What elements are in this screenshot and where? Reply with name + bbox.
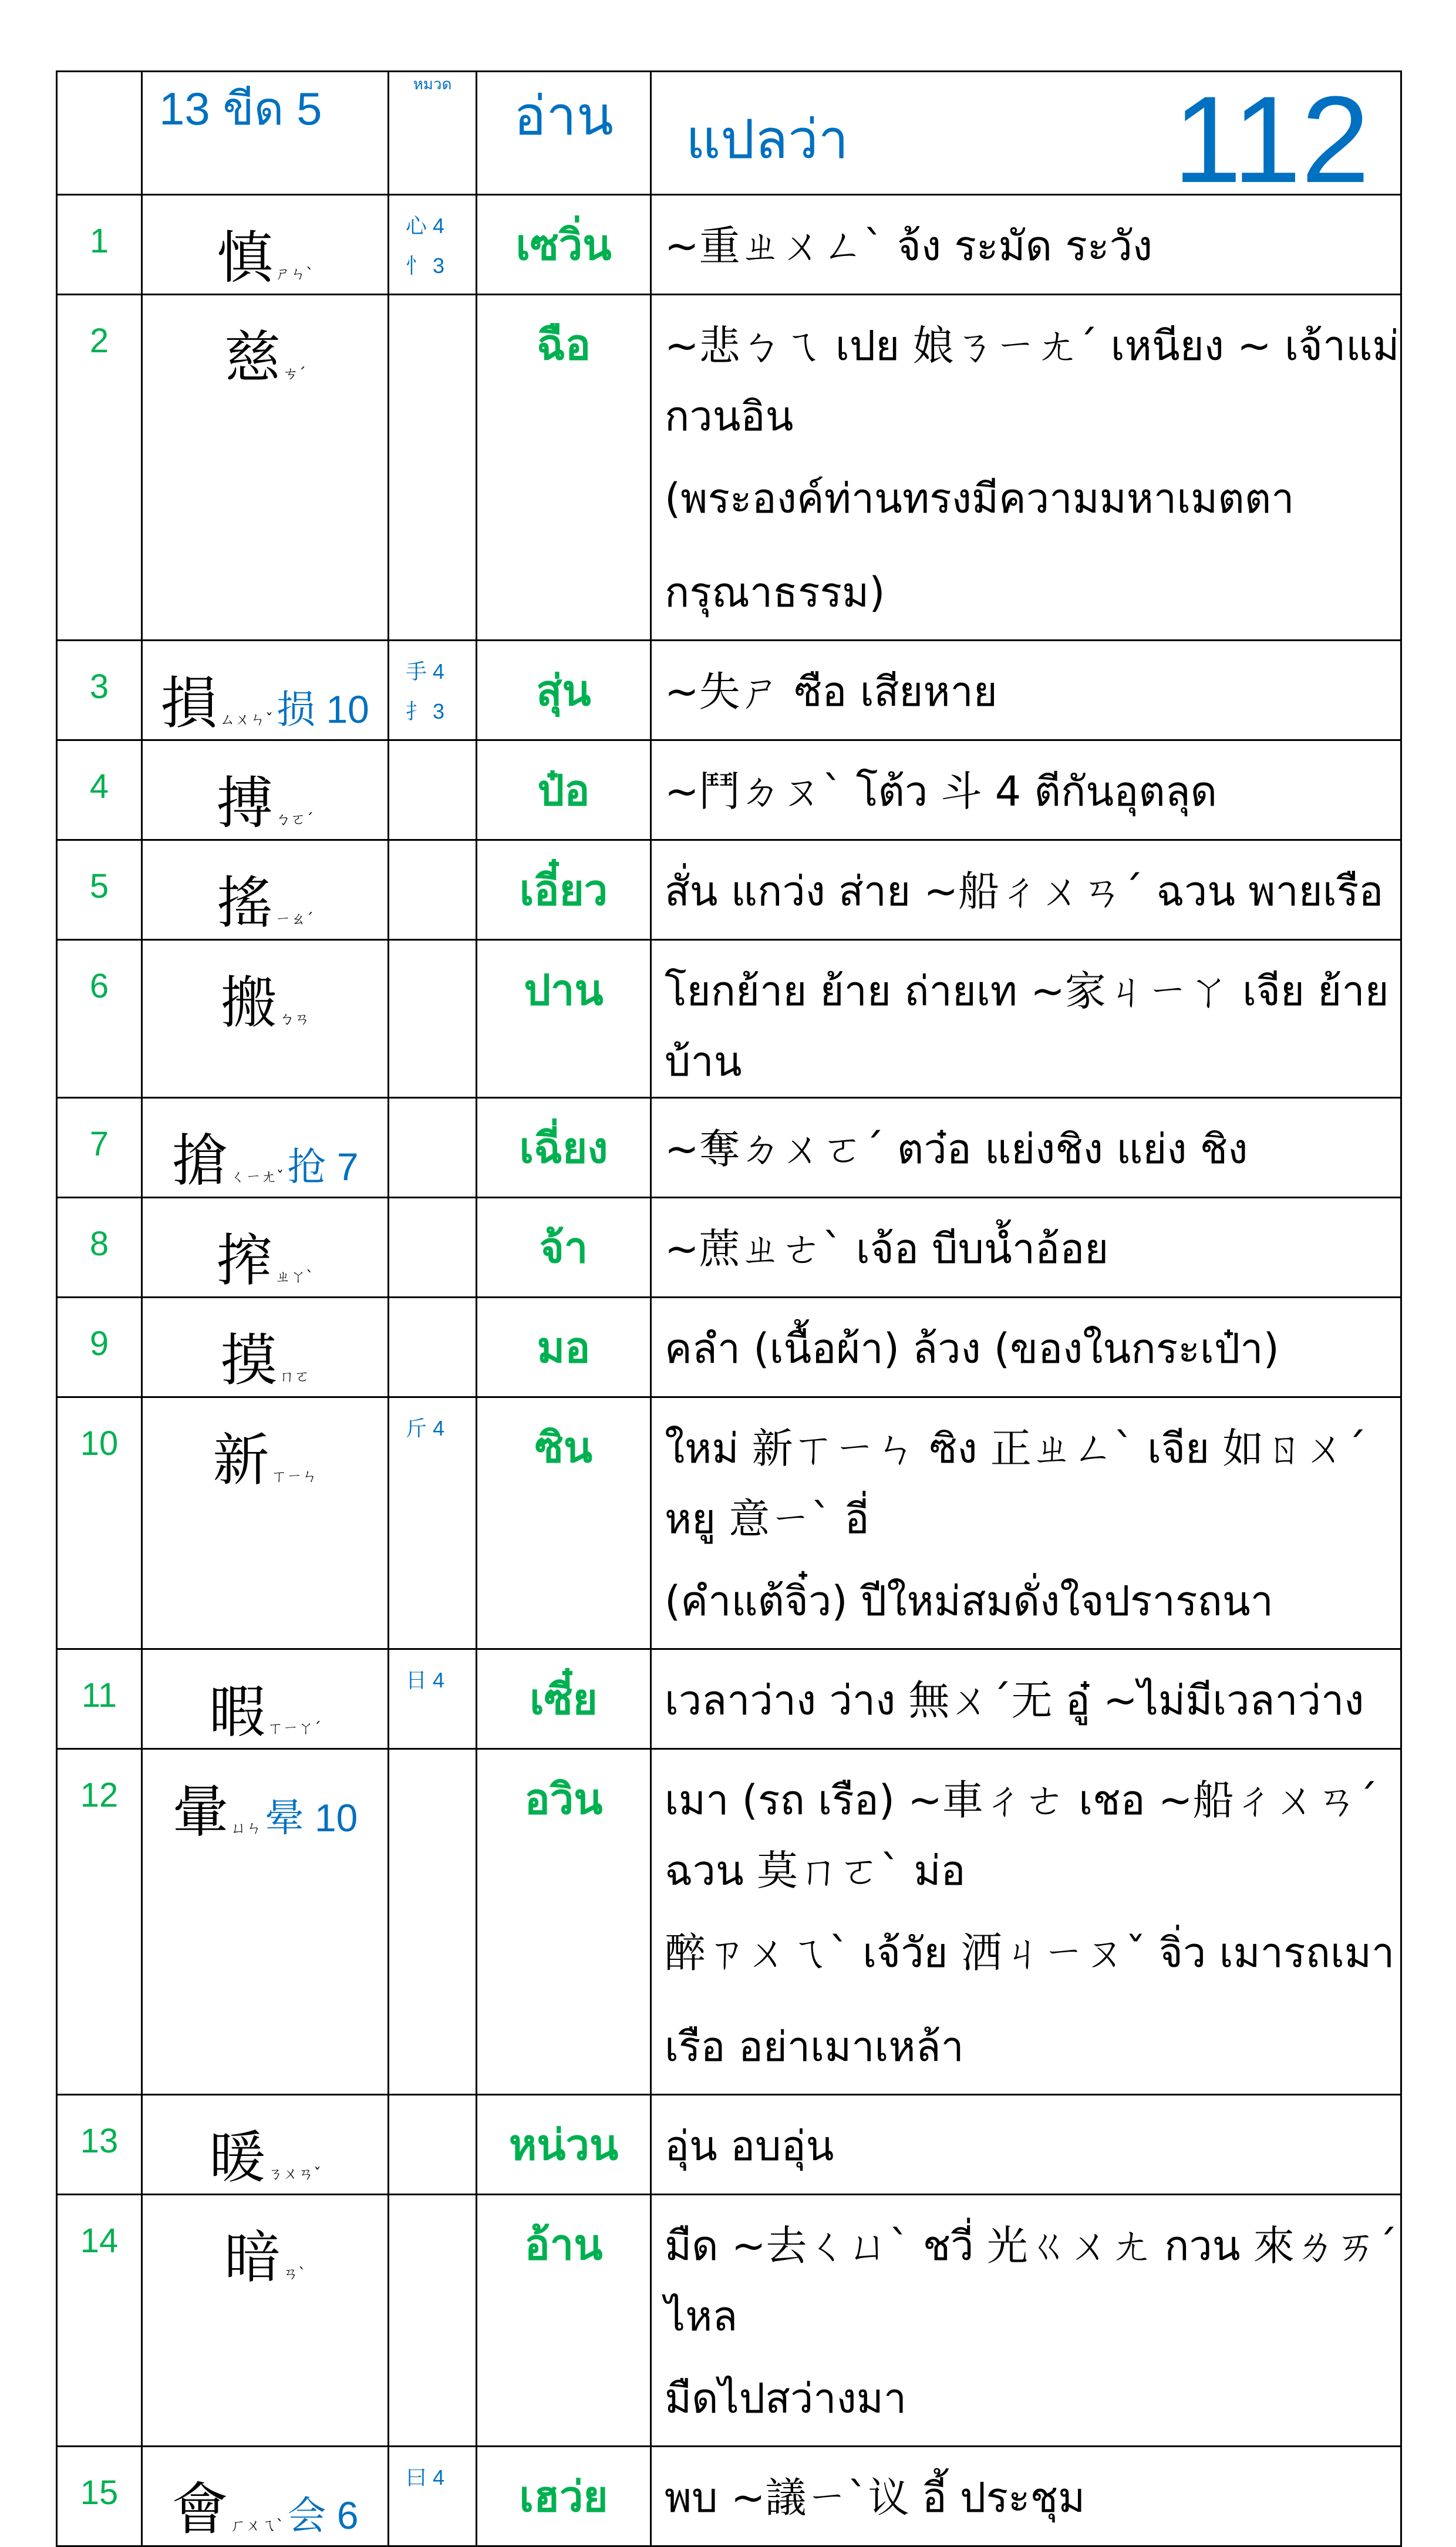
entry-character: 搾 bbox=[216, 1228, 273, 1293]
entry-simplified: 损 10 bbox=[277, 688, 369, 731]
entry-character-cell bbox=[142, 740, 389, 840]
entry-simplified: 会 6 bbox=[287, 2494, 359, 2537]
entry-reading: เอี๋ยว bbox=[477, 840, 651, 940]
entry-radical-cell bbox=[389, 1298, 477, 1397]
entry-meaning-line: เวลาว่าง ว่าง 無ㄨˊ无 อู๋ ~ไม่มีเวลาว่าง bbox=[665, 1676, 1364, 1724]
entry-meaning-line: ~重ㄓㄨㄥˋ จ้ง ระมัด ระวัง bbox=[665, 222, 1153, 270]
entry-character-cell bbox=[142, 295, 389, 641]
table-row bbox=[57, 295, 1401, 641]
entry-meaning-line: โยกย้าย ย้าย ถ่ายเท ~家ㄐㄧㄚ เจีย ย้ายบ้าน bbox=[665, 967, 1389, 1086]
page-number: 112 bbox=[1173, 70, 1370, 208]
entry-bopomofo: ㄋㄨㄢˇ bbox=[267, 2165, 321, 2183]
entry-simplified: 晕 10 bbox=[265, 1796, 358, 1840]
entry-radical: 斤 4 bbox=[406, 1416, 445, 1440]
entry-character: 摸 bbox=[220, 1328, 277, 1393]
entry-reading: มอ bbox=[477, 1298, 651, 1397]
entry-radical-cell bbox=[389, 1749, 477, 2095]
entry-meaning-cell bbox=[651, 1298, 1401, 1397]
entry-radical-cell bbox=[389, 2447, 477, 2546]
entry-radical-cell bbox=[389, 1198, 477, 1298]
entry-meaning-line: มืดไปสว่างมา bbox=[665, 2374, 907, 2423]
entry-meaning-cell bbox=[651, 1649, 1401, 1749]
entry-meaning-cell bbox=[651, 2095, 1401, 2195]
entry-bopomofo: ㄧㄠˊ bbox=[275, 910, 314, 928]
entry-meaning-line: เมา (รถ เรือ) ~車ㄔㄜ เชอ ~船ㄔㄨㄢˊ ฉวน 莫ㄇㄛˋ ม่อ bbox=[665, 1776, 1378, 1895]
entry-meaning-line: ~奪ㄉㄨㄛˊ ตว๋อ แย่งชิง แย่ง ชิง bbox=[665, 1125, 1248, 1173]
entry-character: 搶 bbox=[171, 1128, 228, 1194]
entry-bopomofo: ㄒㄧㄚˊ bbox=[267, 1719, 321, 1737]
entry-character: 暈 bbox=[172, 1779, 229, 1845]
entry-character-cell bbox=[142, 1098, 389, 1198]
entry-bopomofo: ㄙㄨㄣˇ bbox=[220, 710, 274, 729]
entry-radical: 忄 3 bbox=[406, 254, 445, 278]
entry-reading: ฉือ bbox=[477, 295, 651, 641]
entry-reading: เฉี่ยง bbox=[477, 1098, 651, 1198]
entry-bopomofo: ㄏㄨㄟˋ bbox=[230, 2516, 284, 2535]
entry-meaning-line: ~失ㄕ ซือ เสียหาย bbox=[665, 668, 997, 716]
entry-bopomofo: ㄒㄧㄣ bbox=[271, 1467, 318, 1485]
header-stroke-label: 13 ขีด 5 bbox=[142, 72, 389, 195]
entry-meaning-line: 醉ㄗㄨㄟˋ เจ้วัย 洒ㄐㄧㄡˇ จิ่ว เมารถเมาเรือ อย่าเมาเหล้า bbox=[665, 1929, 1395, 2071]
table-row bbox=[57, 940, 1401, 1098]
vocabulary-table bbox=[56, 70, 1402, 2547]
entry-character-cell bbox=[142, 641, 389, 740]
entry-meaning-line: ~蔗ㄓㄜˋ เจ้อ บีบน้ำอ้อย bbox=[665, 1225, 1109, 1273]
entry-meaning-line: พบ ~議ㄧˋ议 อี้ ประชุม bbox=[665, 2474, 1086, 2522]
table-row bbox=[57, 1098, 1401, 1198]
entry-radical-cell bbox=[389, 195, 477, 295]
entry-number: 14 bbox=[57, 2195, 142, 2447]
entry-reading: อวิน bbox=[477, 1749, 651, 2095]
entry-radical-cell bbox=[389, 1397, 477, 1649]
table-row bbox=[57, 1749, 1401, 2095]
entry-meaning-cell bbox=[651, 2447, 1401, 2546]
entry-number: 7 bbox=[57, 1098, 142, 1198]
entry-character: 損 bbox=[161, 671, 218, 736]
entry-radical-cell bbox=[389, 641, 477, 740]
table-row bbox=[57, 2195, 1401, 2447]
header-meaning-label: แปลว่า bbox=[686, 110, 849, 170]
entry-radical: 曰 4 bbox=[406, 2465, 445, 2489]
table-row bbox=[57, 641, 1401, 740]
entry-meaning-line: คลำ (เนื้อผ้า) ล้วง (ของในกระเป๋า) bbox=[665, 1325, 1279, 1373]
entry-number: 11 bbox=[57, 1649, 142, 1749]
entry-reading: ซิน bbox=[477, 1397, 651, 1649]
table-row bbox=[57, 2447, 1401, 2546]
table-row bbox=[57, 1298, 1401, 1397]
entry-reading: เฮว่ย bbox=[477, 2447, 651, 2546]
table-row bbox=[57, 1198, 1401, 1298]
entry-character-cell bbox=[142, 2195, 389, 2447]
entry-character-cell bbox=[142, 1298, 389, 1397]
entry-meaning-cell bbox=[651, 940, 1401, 1098]
entry-number: 6 bbox=[57, 940, 142, 1098]
entry-radical-cell bbox=[389, 295, 477, 641]
header-row bbox=[57, 72, 1401, 195]
entry-radical-cell bbox=[389, 740, 477, 840]
table-row bbox=[57, 1649, 1401, 1749]
entry-character: 新 bbox=[213, 1427, 269, 1493]
entry-meaning-line: ~鬥ㄉㄡˋ โต้ว 斗 4 ตีกันอุตลุด bbox=[665, 767, 1218, 816]
header-reading-label: อ่าน bbox=[477, 72, 651, 195]
entry-character: 搏 bbox=[216, 770, 273, 836]
entry-radical: 手 4 bbox=[406, 659, 445, 683]
entry-character-cell bbox=[142, 1649, 389, 1749]
entry-character: 會 bbox=[171, 2477, 228, 2542]
entry-character: 搖 bbox=[216, 870, 273, 936]
entry-character-cell bbox=[142, 195, 389, 295]
entry-character: 搬 bbox=[220, 970, 277, 1036]
entry-meaning-line: มืด ~去ㄑㄩˋ ชวี่ 光ㄍㄨㄤ กวน 來ㄌㄞˊ ไหล bbox=[665, 2222, 1397, 2340]
entry-bopomofo: ㄇㄛ bbox=[279, 1367, 310, 1386]
table-row bbox=[57, 1397, 1401, 1649]
entry-meaning-cell bbox=[651, 641, 1401, 740]
entry-meaning-line: อุ่น อบอุ่น bbox=[665, 2122, 834, 2170]
entry-character: 暗 bbox=[224, 2225, 281, 2290]
entry-character-cell bbox=[142, 2095, 389, 2195]
entry-radical: 扌 3 bbox=[406, 699, 445, 724]
entry-number: 12 bbox=[57, 1749, 142, 2095]
entry-radical: 日 4 bbox=[406, 1668, 445, 1692]
entry-character: 慈 bbox=[224, 325, 281, 390]
entry-bopomofo: ㄑㄧㄤˇ bbox=[230, 1168, 284, 1186]
entry-meaning-cell bbox=[651, 295, 1401, 641]
entry-meaning-line: (คำแต้จิ๋ว) ปีใหม่สมดั่งใจปรารถนา bbox=[665, 1577, 1273, 1625]
entry-meaning-line: ใหม่ 新ㄒㄧㄣ ซิง 正ㄓㄥˋ เจีย 如ㄖㄨˊ หยู 意ㄧˋ อี่ bbox=[665, 1424, 1367, 1543]
entry-bopomofo: ㄩㄣ bbox=[231, 1819, 262, 1837]
entry-radical-cell bbox=[389, 1649, 477, 1749]
entry-radical-cell bbox=[389, 1098, 477, 1198]
entry-number: 5 bbox=[57, 840, 142, 940]
header-radical-label: หมวด bbox=[389, 72, 477, 195]
entry-number: 8 bbox=[57, 1198, 142, 1298]
entry-reading: ปาน bbox=[477, 940, 651, 1098]
entry-reading: ป๋อ bbox=[477, 740, 651, 840]
entry-reading: เซวิ่น bbox=[477, 195, 651, 295]
entry-reading: จ้า bbox=[477, 1198, 651, 1298]
table-row bbox=[57, 740, 1401, 840]
entry-bopomofo: ㄅㄢ bbox=[279, 1010, 310, 1028]
entry-character-cell bbox=[142, 1749, 389, 2095]
entry-radical-cell bbox=[389, 2095, 477, 2195]
table-row bbox=[57, 195, 1401, 295]
entry-radical: 心 4 bbox=[406, 214, 445, 238]
entry-meaning-line: (พระองค์ท่านทรงมีความมหาเมตตากรุณาธรรม) bbox=[665, 474, 1295, 616]
entry-number: 15 bbox=[57, 2447, 142, 2546]
entry-character-cell bbox=[142, 940, 389, 1098]
entry-number: 9 bbox=[57, 1298, 142, 1397]
entry-reading: เซี๋ย bbox=[477, 1649, 651, 1749]
entry-meaning-cell bbox=[651, 840, 1401, 940]
table-row bbox=[57, 2095, 1401, 2195]
entry-character: 慎 bbox=[216, 225, 273, 291]
entry-character-cell bbox=[142, 1397, 389, 1649]
entry-meaning-cell bbox=[651, 1749, 1401, 2095]
entry-number: 3 bbox=[57, 641, 142, 740]
entry-character: 暇 bbox=[208, 1679, 265, 1745]
entry-reading: หน่วน bbox=[477, 2095, 651, 2195]
entry-bopomofo: ㄕㄣˋ bbox=[275, 265, 314, 283]
entry-radical-cell bbox=[389, 940, 477, 1098]
entry-meaning-cell bbox=[651, 1198, 1401, 1298]
entry-number: 4 bbox=[57, 740, 142, 840]
entry-number: 2 bbox=[57, 295, 142, 641]
entry-meaning-line: ~悲ㄅㄟ เปย 娘ㄋㄧㄤˊ เหนียง ~ เจ้าแม่กวนอิน bbox=[665, 322, 1400, 440]
entry-meaning-line: สั่น แกว่ง ส่าย ~船ㄔㄨㄢˊ ฉวน พายเรือ bbox=[665, 867, 1384, 915]
entry-number: 13 bbox=[57, 2095, 142, 2195]
header-meaning-cell bbox=[651, 70, 1401, 208]
entry-number: 10 bbox=[57, 1397, 142, 1649]
entry-character: 暖 bbox=[208, 2125, 265, 2191]
entry-meaning-cell bbox=[651, 1397, 1401, 1649]
entry-reading: อ้าน bbox=[477, 2195, 651, 2447]
entry-meaning-cell bbox=[651, 1098, 1401, 1198]
entry-meaning-cell bbox=[651, 2195, 1401, 2447]
table-row bbox=[57, 840, 1401, 940]
entry-character-cell bbox=[142, 1198, 389, 1298]
entry-bopomofo: ㄢˋ bbox=[282, 2265, 306, 2283]
entry-meaning-cell bbox=[651, 195, 1401, 295]
header-number-cell bbox=[57, 72, 142, 195]
entry-character-cell bbox=[142, 840, 389, 940]
entry-meaning-cell bbox=[651, 740, 1401, 840]
entry-simplified: 抢 7 bbox=[287, 1145, 359, 1188]
entry-radical-cell bbox=[389, 840, 477, 940]
entry-radical-cell bbox=[389, 2195, 477, 2447]
entry-number: 1 bbox=[57, 195, 142, 295]
entry-bopomofo: ㄘˊ bbox=[282, 365, 306, 383]
entry-reading: สุ่น bbox=[477, 641, 651, 740]
entry-character-cell bbox=[142, 2447, 389, 2546]
entry-bopomofo: ㄓㄚˋ bbox=[275, 1268, 314, 1286]
entry-bopomofo: ㄅㄛˊ bbox=[275, 810, 314, 828]
